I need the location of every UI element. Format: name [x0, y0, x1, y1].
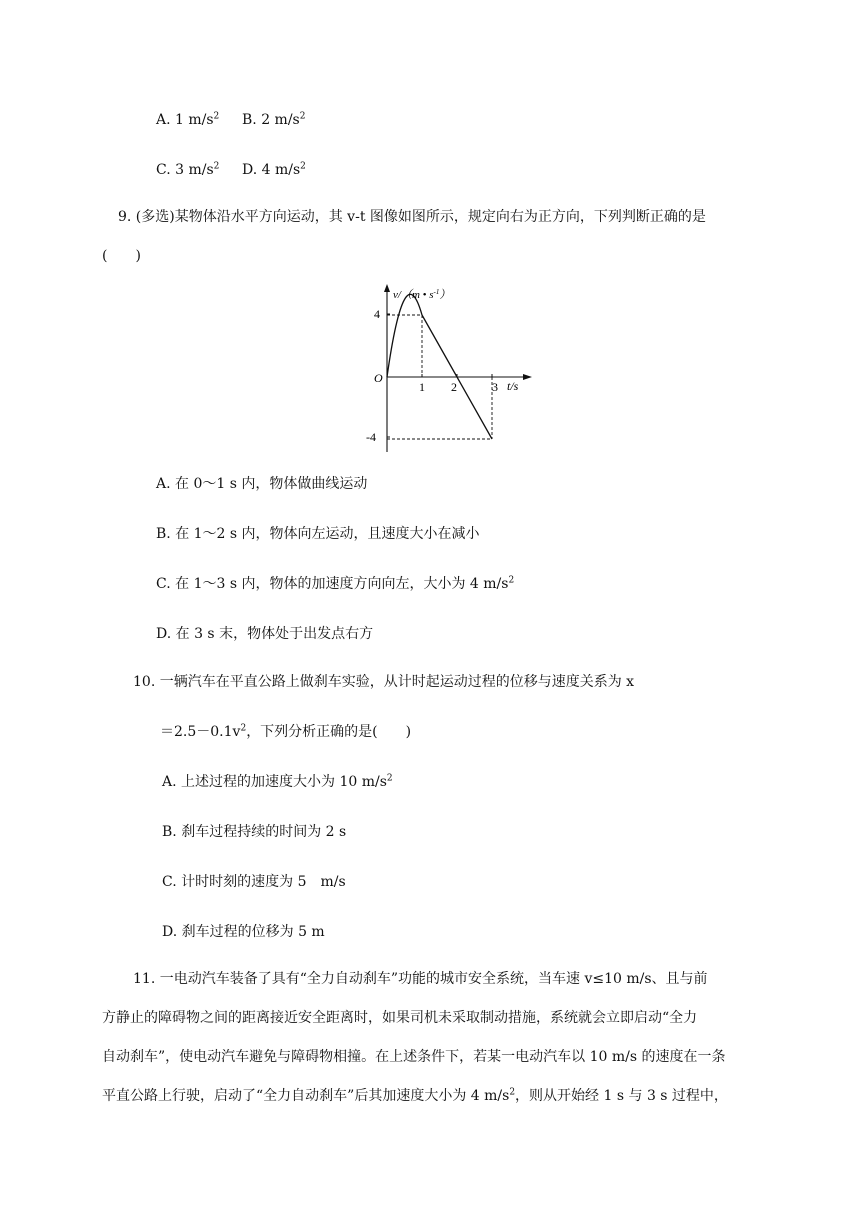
- q10-option-d: D. 刹车过程的位移为 5 m: [162, 924, 325, 940]
- q8-option-a: A. 1 $m/s^2$: [156, 111, 220, 128]
- q8-option-b: B. 2 $m/s^2$: [242, 111, 306, 128]
- y-axis-label: v/（m • $s^{-1}$）: [393, 288, 451, 301]
- q10-stem-line-2: $=2.5-0.1v^2$，下列分析正确的是( ): [160, 723, 412, 740]
- velocity-curve-0-1s: [387, 294, 422, 377]
- y-axis-arrow: [384, 284, 390, 292]
- q9-answer-paren: ( ): [102, 248, 141, 264]
- y-tick-label-4: 4: [374, 307, 380, 321]
- graph-data: [387, 294, 492, 439]
- q9-option-d: D. 在 3 s 末，物体处于出发点右方: [156, 626, 374, 642]
- q10-option-c: C. 计时时刻的速度为 5 m/s: [162, 874, 346, 890]
- q10-stem-line-1: 10. 一辆汽车在平直公路上做刹车实验，从计时起运动过程的位移与速度关系为 x: [133, 674, 635, 690]
- q8-option-d: D. 4 $m/s^2$: [242, 161, 306, 178]
- q9-option-c: C. 在 1～3 s 内，物体的加速度方向向左，大小为 4 $m/s^2$: [156, 575, 515, 592]
- x-axis-label: t/s: [507, 379, 519, 393]
- x-tick-label-2: 2: [451, 380, 457, 394]
- q10-option-a: A. 上述过程的加速度大小为 10 $m/s^2$: [162, 773, 393, 790]
- x-tick-label-3: 3: [492, 380, 498, 394]
- q9-stem: 9. (多选)某物体沿水平方向运动，其 v-t 图像如图所示，规定向右为正方向，下列判断正确的是: [118, 209, 706, 225]
- x-axis-arrow: [523, 374, 532, 380]
- graph-axes: [384, 284, 532, 452]
- q11-line-2: 方静止的障碍物之间的距离接近安全距离时，如果司机未采取制动措施，系统就会立即启动“全力: [102, 1010, 698, 1026]
- q8-option-c: C. 3 $m/s^2$: [156, 161, 220, 178]
- q9-option-a: A. 在 0～1 s 内，物体做曲线运动: [156, 476, 368, 492]
- q9-option-b: B. 在 1～2 s 内，物体向左运动，且速度大小在减小: [156, 526, 480, 542]
- q11-line-1: 11. 一电动汽车装备了具有“全力自动刹车”功能的城市安全系统，当车速 v≤10 m/s、且与前: [133, 971, 708, 987]
- origin-label: O: [374, 371, 383, 385]
- q11-line-4: 平直公路上行驶，启动了“全力自动刹车”后其加速度大小为 4 $m/s^2$，则从开始经 1 s 与 3 s 过程中，: [102, 1087, 728, 1104]
- q8-options-row-2: [156, 161, 306, 178]
- vt-graph: [360, 282, 540, 457]
- q8-options-row-1: [156, 111, 306, 128]
- x-tick-label-1: 1: [419, 380, 425, 394]
- y-tick-label-neg4: -4: [366, 430, 376, 444]
- q10-option-b: B. 刹车过程持续的时间为 2 s: [162, 824, 347, 840]
- q11-line-3: 自动刹车”，使电动汽车避免与障碍物相撞。在上述条件下，若某一电动汽车以 10 m/s 的速度在一条: [102, 1049, 726, 1065]
